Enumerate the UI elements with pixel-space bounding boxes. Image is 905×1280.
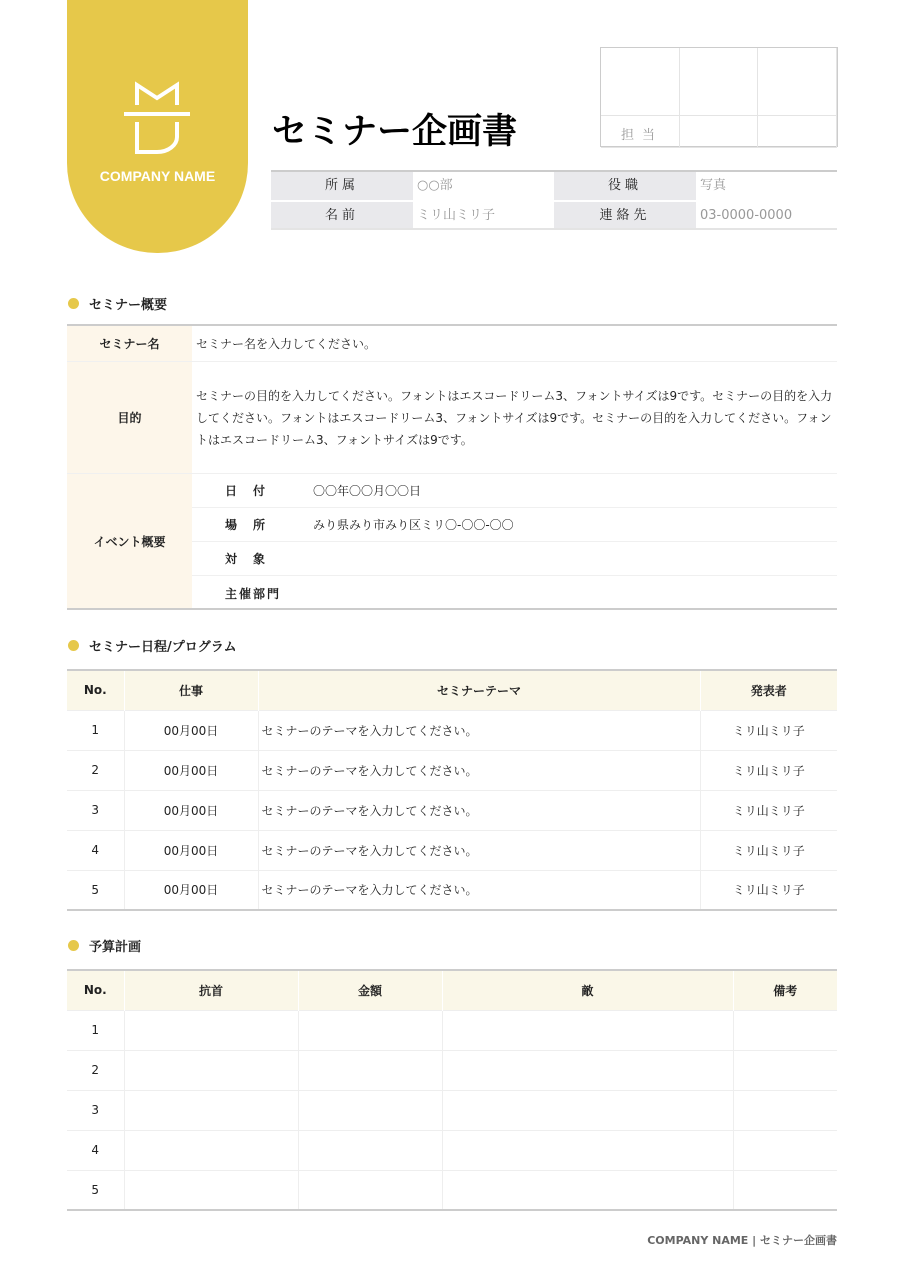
table-cell: 4 bbox=[67, 1130, 124, 1170]
section-title: セミナー概要 bbox=[89, 298, 168, 313]
column-header: 備考 bbox=[733, 970, 837, 1010]
column-header: 仕事 bbox=[124, 670, 258, 710]
info-row bbox=[271, 172, 837, 200]
table-cell[interactable]: ミリ山ミリ子 bbox=[700, 710, 837, 750]
section-heading-budget bbox=[67, 936, 141, 955]
table-cell: 2 bbox=[67, 1050, 124, 1090]
table-cell[interactable] bbox=[733, 1050, 837, 1090]
table-cell[interactable] bbox=[124, 1130, 298, 1170]
company-name: COMPANY NAME bbox=[99, 168, 216, 184]
table-cell[interactable] bbox=[124, 1170, 298, 1210]
info-label: 所属 bbox=[271, 172, 413, 200]
table-cell[interactable]: セミナーのテーマを入力してください。 bbox=[258, 830, 700, 870]
event-sub-label: 日 付 bbox=[225, 484, 268, 498]
table-row bbox=[67, 710, 837, 750]
budget-table bbox=[67, 969, 837, 1211]
column-header: 抗首 bbox=[124, 970, 298, 1010]
seminar-name-label: セミナー名 bbox=[67, 326, 192, 361]
bullet-dot-icon bbox=[68, 940, 79, 951]
table-cell[interactable] bbox=[124, 1090, 298, 1130]
table-cell[interactable]: 00月00日 bbox=[124, 870, 258, 910]
column-header: セミナーテーマ bbox=[258, 670, 700, 710]
table-cell[interactable]: 00月00日 bbox=[124, 750, 258, 790]
table-cell[interactable] bbox=[442, 1130, 733, 1170]
table-cell[interactable]: 2 bbox=[67, 750, 124, 790]
table-cell[interactable] bbox=[733, 1010, 837, 1050]
purpose-value[interactable]: セミナーの目的を入力してください。フォントはエスコードリーム3、フォントサイズは9です。セミナーの目的を入力してください。フォントはエスコードリーム3、フォントサイズは9です。セミナーの目的を入力してください。フォントはエスコードリーム3、フォントサイズは9です。 bbox=[196, 388, 833, 447]
table-cell: 3 bbox=[67, 1090, 124, 1130]
table-cell[interactable]: セミナーのテーマを入力してください。 bbox=[258, 710, 700, 750]
table-row bbox=[67, 790, 837, 830]
table-cell[interactable]: 00月00日 bbox=[124, 830, 258, 870]
table-cell[interactable] bbox=[442, 1170, 733, 1210]
seminar-name-value[interactable]: セミナー名を入力してください。 bbox=[196, 336, 377, 351]
page-title: セミナー企画書 bbox=[272, 112, 518, 152]
table-cell[interactable]: ミリ山ミリ子 bbox=[700, 870, 837, 910]
event-sub-label: 対 象 bbox=[225, 552, 268, 566]
table-cell[interactable] bbox=[733, 1130, 837, 1170]
table-cell[interactable]: 3 bbox=[67, 790, 124, 830]
event-sub-value[interactable] bbox=[310, 542, 837, 575]
bullet-dot-icon bbox=[68, 298, 79, 309]
table-row bbox=[67, 1090, 837, 1130]
event-sub-label: 主催部門 bbox=[225, 586, 282, 601]
table-cell[interactable]: 00月00日 bbox=[124, 790, 258, 830]
bullet-dot-icon bbox=[68, 640, 79, 651]
event-sub-label: 場 所 bbox=[225, 518, 268, 532]
brand-banner bbox=[67, 0, 248, 253]
event-row bbox=[192, 508, 837, 542]
table-cell[interactable]: セミナーのテーマを入力してください。 bbox=[258, 750, 700, 790]
table-cell[interactable]: セミナーのテーマを入力してください。 bbox=[258, 870, 700, 910]
info-label: 連絡先 bbox=[554, 202, 696, 228]
table-row bbox=[67, 1050, 837, 1090]
event-row bbox=[192, 576, 837, 610]
table-cell[interactable] bbox=[298, 1010, 442, 1050]
info-row bbox=[271, 200, 837, 228]
stamp-label: 担当 bbox=[601, 116, 680, 148]
table-cell[interactable] bbox=[298, 1050, 442, 1090]
table-cell[interactable]: セミナーのテーマを入力してください。 bbox=[258, 790, 700, 830]
approval-stamp-box bbox=[600, 47, 838, 147]
table-cell[interactable] bbox=[442, 1090, 733, 1130]
company-logo-icon bbox=[122, 80, 192, 160]
table-row bbox=[67, 870, 837, 910]
table-cell[interactable] bbox=[298, 1130, 442, 1170]
table-cell[interactable]: 4 bbox=[67, 830, 124, 870]
overview-table bbox=[67, 324, 837, 610]
info-value[interactable]: 写真 bbox=[700, 178, 727, 193]
section-title: セミナー日程/プログラム bbox=[89, 640, 237, 655]
info-table bbox=[271, 170, 837, 230]
table-row bbox=[67, 830, 837, 870]
event-row bbox=[192, 474, 837, 508]
table-row bbox=[67, 750, 837, 790]
info-value[interactable]: 03-0000-0000 bbox=[700, 208, 793, 223]
table-cell[interactable]: ミリ山ミリ子 bbox=[700, 830, 837, 870]
section-heading-overview bbox=[67, 294, 167, 313]
table-cell[interactable]: 1 bbox=[67, 710, 124, 750]
column-header: No. bbox=[67, 670, 124, 710]
table-cell[interactable]: 00月00日 bbox=[124, 710, 258, 750]
table-row bbox=[67, 1010, 837, 1050]
table-cell[interactable] bbox=[442, 1050, 733, 1090]
table-cell[interactable] bbox=[733, 1170, 837, 1210]
table-cell[interactable] bbox=[442, 1010, 733, 1050]
section-heading-schedule bbox=[67, 636, 237, 655]
table-cell[interactable]: ミリ山ミリ子 bbox=[700, 790, 837, 830]
event-sub-value[interactable]: みり県みり市みり区ミリ〇-〇〇-〇〇 bbox=[313, 518, 514, 532]
column-header: 金額 bbox=[298, 970, 442, 1010]
event-label: イベント概要 bbox=[67, 474, 192, 608]
info-value[interactable]: ミリ山ミリ子 bbox=[417, 208, 496, 223]
table-cell[interactable] bbox=[124, 1050, 298, 1090]
event-row bbox=[192, 542, 837, 576]
table-cell[interactable] bbox=[298, 1170, 442, 1210]
table-cell: 1 bbox=[67, 1010, 124, 1050]
section-title: 予算計画 bbox=[89, 940, 142, 955]
table-row bbox=[67, 1170, 837, 1210]
table-cell[interactable] bbox=[298, 1090, 442, 1130]
table-cell[interactable] bbox=[124, 1010, 298, 1050]
column-header: 敵 bbox=[442, 970, 733, 1010]
table-row bbox=[67, 1130, 837, 1170]
purpose-label: 目的 bbox=[67, 362, 192, 473]
info-label: 名前 bbox=[271, 202, 413, 228]
table-cell[interactable] bbox=[733, 1090, 837, 1130]
table-cell: 5 bbox=[67, 1170, 124, 1210]
footer: COMPANY NAME | セミナー企画書 bbox=[647, 1234, 837, 1247]
event-sub-value[interactable]: 〇〇年〇〇月〇〇日 bbox=[313, 484, 422, 498]
table-cell[interactable]: 5 bbox=[67, 870, 124, 910]
schedule-table bbox=[67, 669, 837, 911]
info-value[interactable]: ○○部 bbox=[417, 178, 453, 193]
column-header: 発表者 bbox=[700, 670, 837, 710]
column-header: No. bbox=[67, 970, 124, 1010]
table-cell[interactable]: ミリ山ミリ子 bbox=[700, 750, 837, 790]
event-sub-value[interactable] bbox=[310, 576, 837, 610]
info-label: 役職 bbox=[554, 172, 696, 200]
